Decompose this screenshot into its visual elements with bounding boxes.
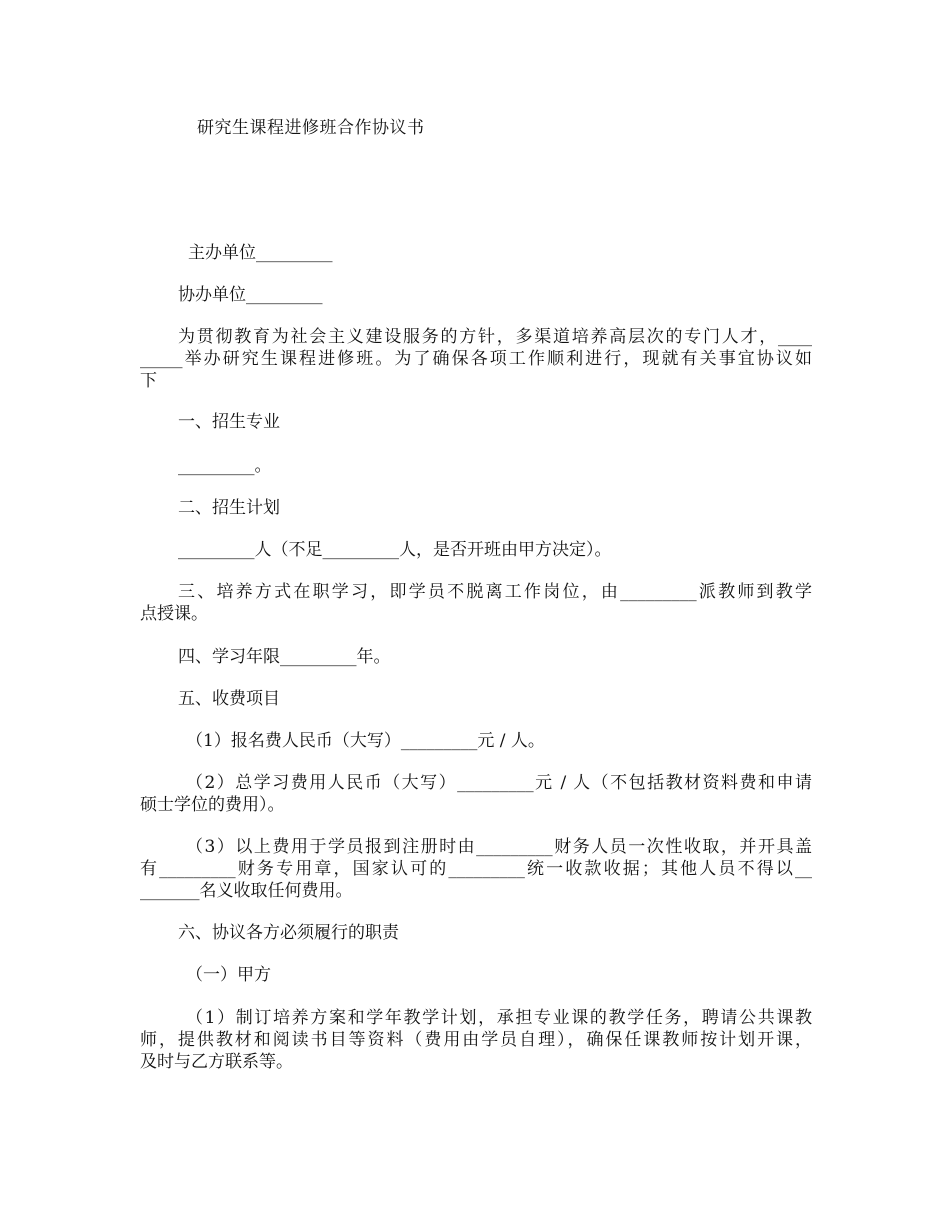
fee-2-line-1: （2）总学习费用人民币（大写）_________元 / 人（不包括教材资料费和申请 bbox=[186, 773, 812, 793]
section-3-paragraph bbox=[140, 581, 812, 625]
fee-3-line-3: _______名义收取任何费用。 bbox=[140, 881, 353, 901]
section-5-heading: 五、收费项目 bbox=[178, 689, 280, 709]
section-3-line-2: 点授课。 bbox=[140, 604, 208, 624]
section-2-body: _________人（不足_________人，是否开班由甲方决定）。 bbox=[178, 540, 612, 560]
duty-1-line-1: （1）制订培养方案和学年教学计划，承担专业课的教学任务，聘请公共课教 bbox=[186, 1008, 812, 1028]
fee-item-1: （1）报名费人民币（大写）_________元 / 人。 bbox=[186, 731, 545, 751]
fee-3-line-2: 有_________财务专用章，国家认可的_________统一收款收据；其他人员不得以__ bbox=[140, 859, 812, 879]
section-1-heading: 一、招生专业 bbox=[178, 412, 280, 432]
party-a-heading: （一）甲方 bbox=[186, 965, 271, 985]
intro-line-2: _____举办研究生课程进修班。为了确保各项工作顺利进行，现就有关事宜协议如 bbox=[140, 349, 812, 369]
section-2-heading: 二、招生计划 bbox=[178, 498, 280, 518]
section-1-body: _________。 bbox=[178, 456, 272, 476]
intro-line-1: 为贯彻教育为社会主义建设服务的方针，多渠道培养高层次的专门人才，____ bbox=[178, 327, 812, 347]
section-3-line-1: 三、培养方式在职学习，即学员不脱离工作岗位，由_________派教师到教学 bbox=[178, 582, 812, 602]
document-title: 研究生课程进修班合作协议书 bbox=[197, 118, 425, 138]
section-4-line: 四、学习年限_________年。 bbox=[178, 647, 391, 667]
duty-1-paragraph bbox=[140, 1007, 812, 1073]
fee-item-3 bbox=[140, 836, 812, 902]
duty-1-line-3: 及时与乙方联系等。 bbox=[140, 1052, 293, 1072]
co-unit-line: 协办单位_________ bbox=[178, 285, 323, 305]
section-6-heading: 六、协议各方必须履行的职责 bbox=[178, 923, 399, 943]
intro-paragraph bbox=[140, 326, 812, 392]
host-unit-line: 主办单位_________ bbox=[188, 243, 333, 263]
fee-3-line-1: （3）以上费用于学员报到注册时由_________财务人员一次性收取，并开具盖 bbox=[186, 837, 812, 857]
duty-1-line-2: 师，提供教材和阅读书目等资料（费用由学员自理），确保任课教师按计划开课， bbox=[140, 1030, 812, 1050]
intro-line-3: 下 bbox=[140, 371, 157, 391]
fee-item-2 bbox=[140, 772, 812, 816]
fee-2-line-2: 硕士学位的费用）。 bbox=[140, 795, 285, 815]
